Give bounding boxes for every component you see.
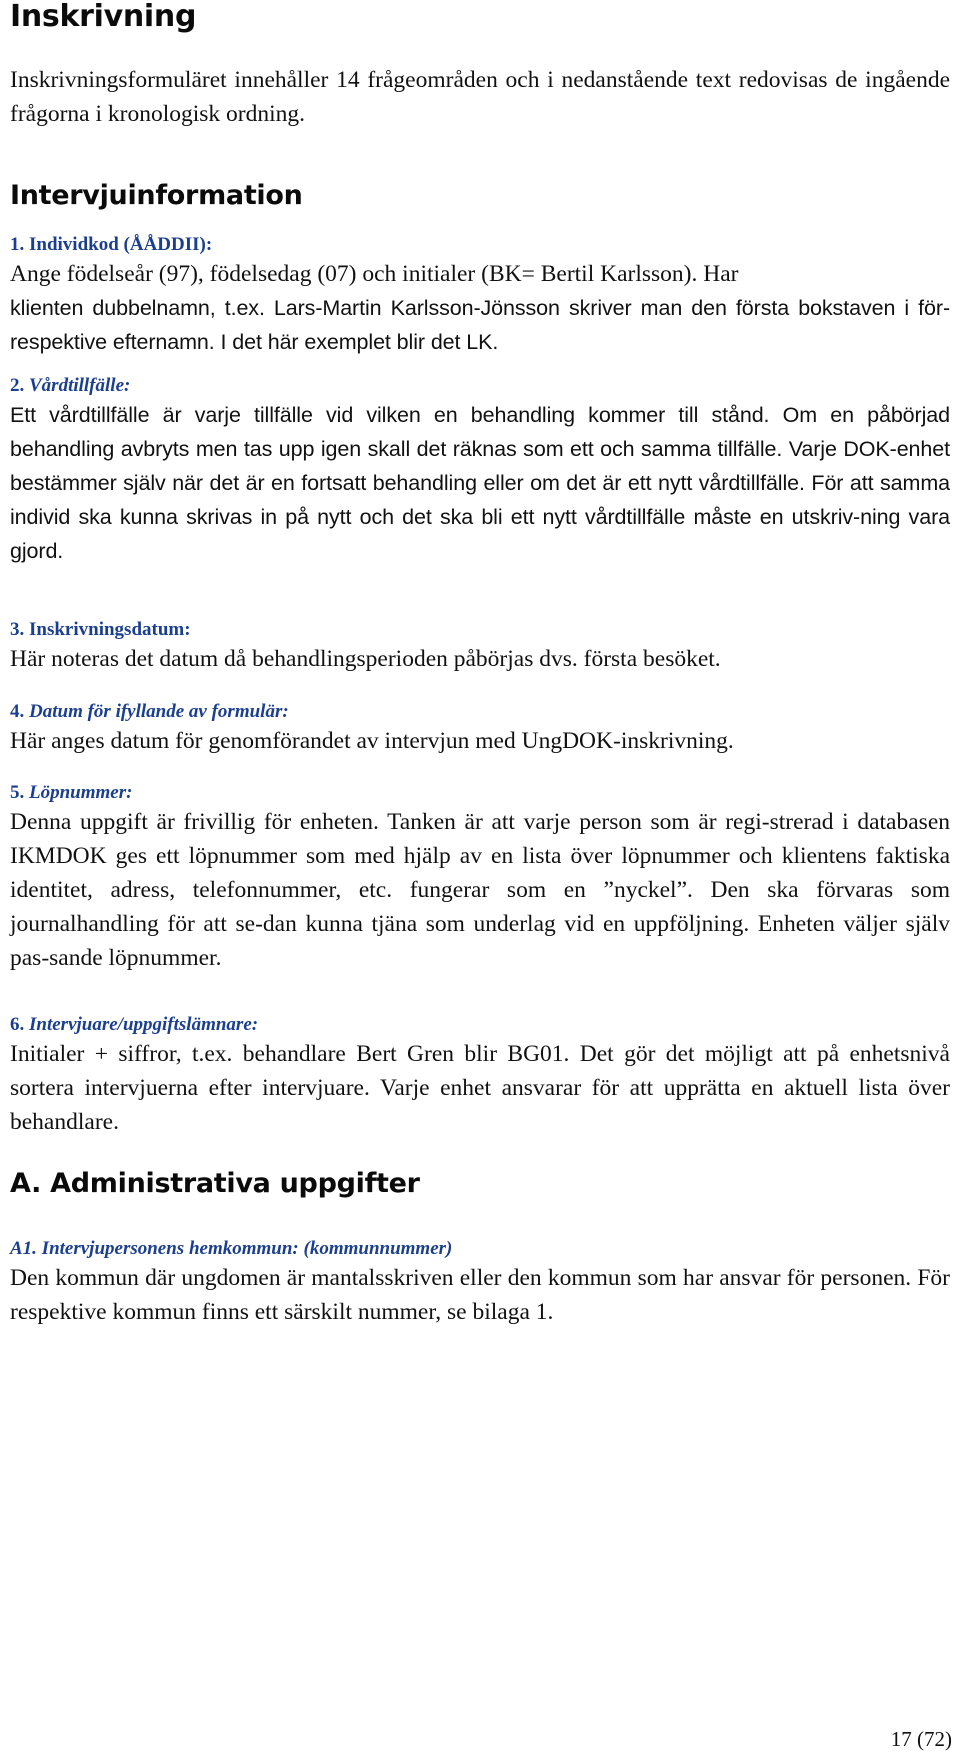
item-1-text-b: klienten dubbelnamn, t.ex. Lars-Martin Karlsson-Jönsson skriver man den första bokstaven i för- respektive efternamn. I det här exemplet blir det LK. bbox=[10, 296, 950, 354]
section-heading-administrativa-uppgifter: A. Administrativa uppgifter bbox=[10, 1168, 420, 1199]
item-6-text: Initialer + siffror, t.ex. behandlare Bert Gren blir BG01. Det gör det möjligt att på enhetsnivå sortera intervjuerna efter intervjuare. Varje enhet ansvarar för att upprätta en aktuell lista över behandlare. bbox=[10, 1041, 950, 1135]
page-number: 17 (72) bbox=[890, 1727, 952, 1751]
item-6-label: 6. Intervjuare/uppgiftslämnare: bbox=[10, 1014, 259, 1035]
item-1-label: 1. Individkod (ÅÅDDII): bbox=[10, 234, 213, 255]
section-heading-intervjuinformation: Intervjuinformation bbox=[10, 180, 303, 211]
item-1-text-a: Ange födelseår (97), födelsedag (07) och initialer (BK= Bertil Karlsson). Har bbox=[10, 261, 739, 287]
item-5-label: 5. Löpnummer: bbox=[10, 782, 133, 803]
item-4-label: 4. Datum för ifyllande av formulär: bbox=[10, 701, 289, 722]
item-3-label: 3. Inskrivningsdatum: bbox=[10, 619, 191, 640]
item-3-text: Här noteras det datum då behandlingsperioden påbörjas dvs. första besöket. bbox=[10, 646, 721, 672]
page-title: Inskrivning bbox=[10, 0, 197, 34]
item-4-text: Här anges datum för genomförandet av intervjun med UngDOK-inskrivning. bbox=[10, 728, 734, 754]
item-5-text: Denna uppgift är frivillig för enheten. Tanken är att varje person som är regi-strerad i databasen IKMDOK ges ett löpnummer som med hjälp av en lista över löpnummer och klientens faktiska identitet, adress, telefonnummer, etc. fungerar som en ”nyckel”. Den ska förvaras som journalhandling för att se-dan kunna tjäna som underlag vid en uppföljning. Enheten väljer själv pas-sande löpnummer. bbox=[10, 809, 950, 971]
item-a1-text: Den kommun där ungdomen är mantalsskriven eller den kommun som har ansvar för personen. För respektive kommun finns ett särskilt nummer, se bilaga 1. bbox=[10, 1265, 950, 1325]
item-2-text: Ett vårdtillfälle är varje tillfälle vid vilken en behandling kommer till stånd. Om en påbörjad behandling avbryts men tas upp igen skall det räknas som ett och samma tillfälle. Varje DOK-enhet bestämmer själv när det är en fortsatt behandling eller om det är ett nytt vårdtillfälle. För att samma individ ska kunna skrivas in på nytt och det ska bli ett nytt vårdtillfälle måste en utskriv-ning vara gjord. bbox=[10, 403, 950, 563]
intro-paragraph: Inskrivningsformuläret innehåller 14 frågeområden och i nedanstående text redovisas de ingående frågorna i kronologisk ordning. bbox=[10, 67, 950, 127]
item-a1-label: A1. Intervjupersonens hemkommun: (kommunnummer) bbox=[10, 1238, 453, 1259]
item-2-label: 2. Vårdtillfälle: bbox=[10, 375, 131, 396]
